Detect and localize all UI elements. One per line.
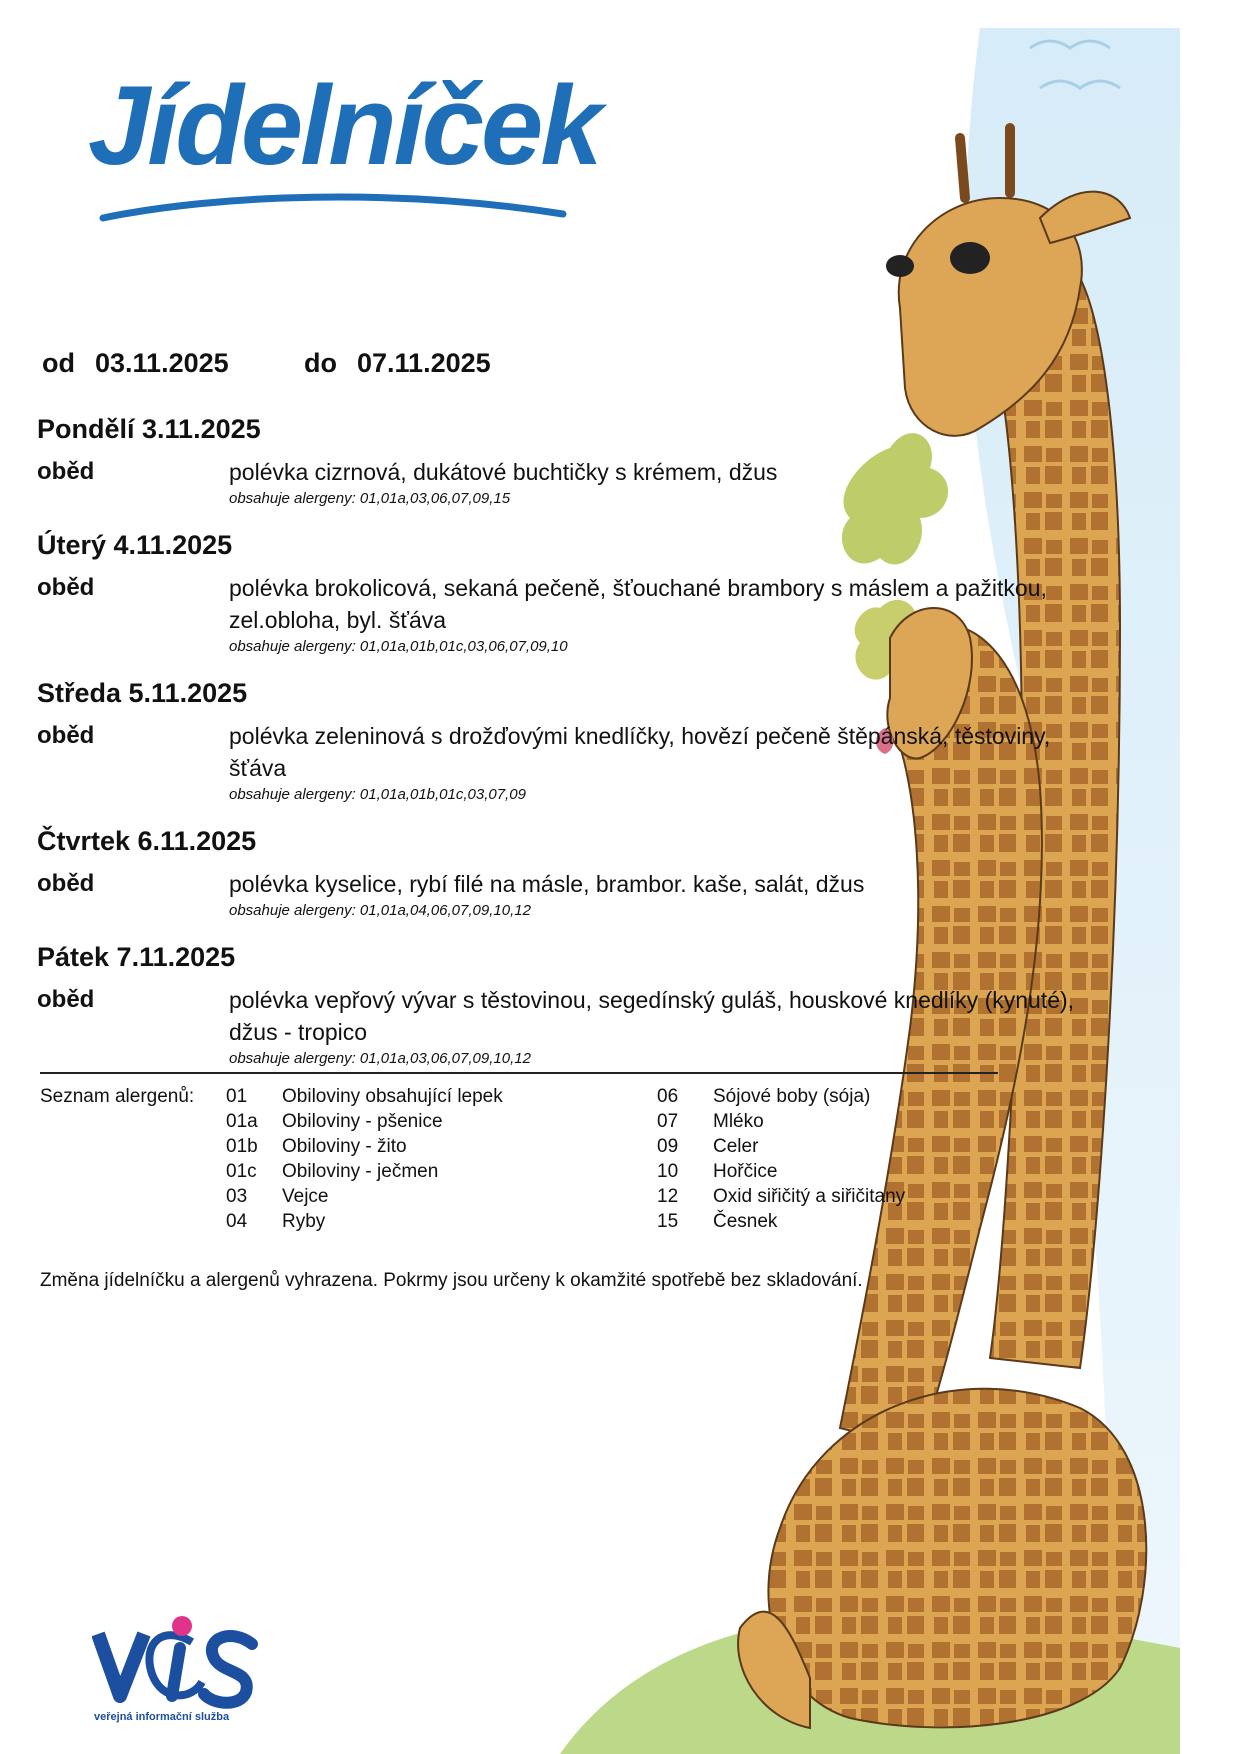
date-range-from: [42, 348, 229, 379]
to-label: do: [304, 348, 337, 378]
meal-line: šťáva: [229, 755, 287, 781]
allergen-row: [226, 1211, 503, 1236]
menu-title-text: Jídelníček: [88, 63, 600, 188]
meal-label-wednesday: oběd: [37, 722, 95, 749]
allergens-monday: obsahuje alergeny: 01,01a,03,06,07,09,15: [229, 490, 511, 507]
allergen-list-heading: Seznam alergenů:: [40, 1086, 195, 1107]
meal-line: polévka cizrnová, dukátové buchtičky s krémem, džus: [229, 459, 778, 485]
allergen-code: 12: [657, 1186, 679, 1207]
meal-line: polévka brokolicová, sekaná pečeně, šťouchané brambory s máslem a pažitkou,: [229, 575, 1047, 601]
allergen-list-right: [657, 1086, 905, 1236]
allergen-name: Ryby: [282, 1211, 326, 1232]
meal-text-thursday: [229, 868, 1149, 900]
footer-note: Změna jídelníčku a alergenů vyhrazena. Pokrmy jsou určeny k okamžité spotřebě bez skladování.: [40, 1270, 863, 1291]
allergen-name: Obiloviny - pšenice: [282, 1111, 443, 1132]
allergen-row: [226, 1111, 503, 1136]
allergen-row: [657, 1211, 905, 1236]
meal-line: džus - tropico: [229, 1019, 368, 1045]
allergen-name: Vejce: [282, 1186, 329, 1207]
meal-text-tuesday: [229, 572, 1149, 636]
day-title-wednesday: Středa 5.11.2025: [37, 678, 248, 708]
vis-logo: [92, 1604, 262, 1724]
allergen-row: [226, 1161, 503, 1186]
allergen-name: Obiloviny - ječmen: [282, 1161, 439, 1182]
allergen-code: 01b: [226, 1136, 258, 1157]
allergen-code: 04: [226, 1211, 248, 1232]
allergen-code: 01c: [226, 1161, 257, 1182]
allergen-name: Mléko: [713, 1111, 764, 1132]
meal-line: polévka vepřový vývar s těstovinou, segedínský guláš, houskové knedlíky (kynuté),: [229, 987, 1075, 1013]
allergen-code: 07: [657, 1111, 679, 1132]
date-range-to: [304, 348, 491, 379]
allergen-code: 03: [226, 1186, 248, 1207]
meal-label-monday: oběd: [37, 458, 95, 485]
from-date: 03.11.2025: [95, 348, 229, 378]
meal-label-tuesday: oběd: [37, 574, 95, 601]
meal-text-friday: [229, 984, 1149, 1048]
allergen-row: [657, 1111, 905, 1136]
from-label: od: [42, 348, 75, 378]
allergens-thursday: obsahuje alergeny: 01,01a,04,06,07,09,10,12: [229, 902, 531, 919]
allergen-name: Sójové boby (sója): [713, 1086, 871, 1107]
allergen-name: Obiloviny obsahující lepek: [282, 1086, 503, 1107]
day-title-tuesday: Úterý 4.11.2025: [37, 530, 233, 560]
meal-label-thursday: oběd: [37, 870, 95, 897]
allergen-name: Hořčice: [713, 1161, 778, 1182]
allergen-row: [657, 1136, 905, 1161]
allergen-name: Oxid siřičitý a siřičitany: [713, 1186, 906, 1207]
allergen-row: [657, 1161, 905, 1186]
allergen-code: 01: [226, 1086, 248, 1107]
allergens-wednesday: obsahuje alergeny: 01,01a,01b,01c,03,07,09: [229, 786, 526, 803]
allergen-row: [226, 1186, 503, 1211]
day-title-monday: Pondělí 3.11.2025: [37, 414, 261, 444]
allergen-name: Česnek: [713, 1211, 778, 1232]
meal-line: polévka zeleninová s drožďovými knedlíčky, hovězí pečeně štěpánská, těstoviny,: [229, 723, 1051, 749]
meal-text-wednesday: [229, 720, 1149, 784]
allergen-row: [657, 1086, 905, 1111]
title-underline: [98, 188, 568, 228]
logo-tagline: veřejná informační služba: [94, 1711, 230, 1723]
allergen-row: [226, 1136, 503, 1161]
allergen-code: 15: [657, 1211, 679, 1232]
allergen-code: 10: [657, 1161, 679, 1182]
allergen-name: Obiloviny - žito: [282, 1136, 407, 1157]
meal-label-friday: oběd: [37, 986, 95, 1013]
day-title-friday: Pátek 7.11.2025: [37, 942, 236, 972]
to-date: 07.11.2025: [357, 348, 491, 378]
allergen-row: [226, 1086, 503, 1111]
menu-title: [88, 63, 600, 240]
allergen-code: 01a: [226, 1111, 258, 1132]
allergen-code: 06: [657, 1086, 679, 1107]
day-title-thursday: Čtvrtek 6.11.2025: [37, 826, 257, 856]
allergen-name: Celer: [713, 1136, 759, 1157]
allergen-list-left: [226, 1086, 503, 1236]
section-divider: [40, 1072, 998, 1074]
meal-line: zel.obloha, byl. šťáva: [229, 607, 447, 633]
allergen-row: [657, 1186, 905, 1211]
meal-text-monday: [229, 456, 1149, 488]
allergens-friday: obsahuje alergeny: 01,01a,03,06,07,09,10,12: [229, 1050, 531, 1067]
meal-line: polévka kyselice, rybí filé na másle, brambor. kaše, salát, džus: [229, 871, 865, 897]
allergen-code: 09: [657, 1136, 679, 1157]
allergens-tuesday: obsahuje alergeny: 01,01a,01b,01c,03,06,07,09,10: [229, 638, 568, 655]
